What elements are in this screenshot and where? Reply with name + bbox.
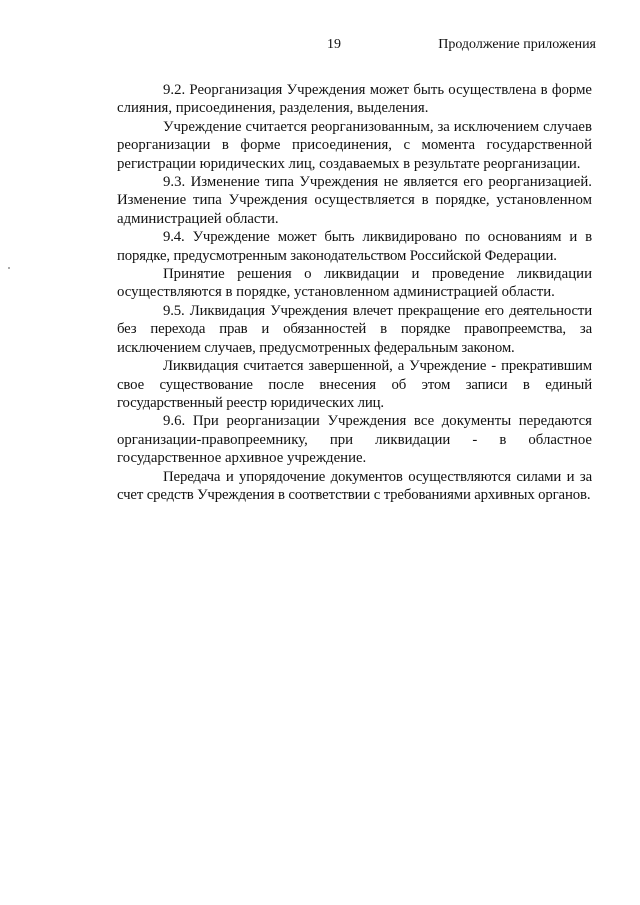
paragraph-liquidation-decision: Принятие решения о ликвидации и проведение ликвидации осуществляются в порядке, установленном администрацией области. xyxy=(117,266,592,301)
paragraph-9-3: 9.3. Изменение типа Учреждения не является его реорганизацией. Изменение типа Учреждения осуществляется в порядке, установленном администрацией области. xyxy=(117,174,592,227)
page-number: 19 xyxy=(327,37,341,52)
scan-speck xyxy=(8,267,10,269)
body-text xyxy=(117,81,592,504)
paragraph-9-2: 9.2. Реорганизация Учреждения может быть осуществлена в форме слияния, присоединения, разделения, выделения. xyxy=(117,82,592,117)
paragraph-liquidation-complete: Ликвидация считается завершенной, а Учреждение - прекратившим свое существование после внесения об этом записи в единый государственный реестр юридических лиц. xyxy=(117,358,592,411)
paragraph-9-4: 9.4. Учреждение может быть ликвидировано по основаниям и в порядке, предусмотренным законодательством Российской Федерации. xyxy=(117,229,592,264)
running-header: Продолжение приложения xyxy=(438,37,596,52)
paragraph-9-6: 9.6. При реорганизации Учреждения все документы передаются организации-правопреемнику, при ликвидации - в областное государственное архивное учреждение. xyxy=(117,413,592,467)
paragraph-9-5: 9.5. Ликвидация Учреждения влечет прекращение его деятельности без перехода прав и обязанностей в порядке правопреемства, за исключением случаев, предусмотренных федеральным законом. xyxy=(117,302,592,356)
paragraph-document-transfer: Передача и упорядочение документов осуществляются силами и за счет средств Учреждения в соответствии с требованиями архивных органов. xyxy=(117,468,592,503)
paragraph-reorganization-moment: Учреждение считается реорганизованным, за исключением случаев реорганизации в форме присоединения, с момента государственной регистрации юридических лиц, создаваемых в результате реорганизации. xyxy=(117,118,592,172)
